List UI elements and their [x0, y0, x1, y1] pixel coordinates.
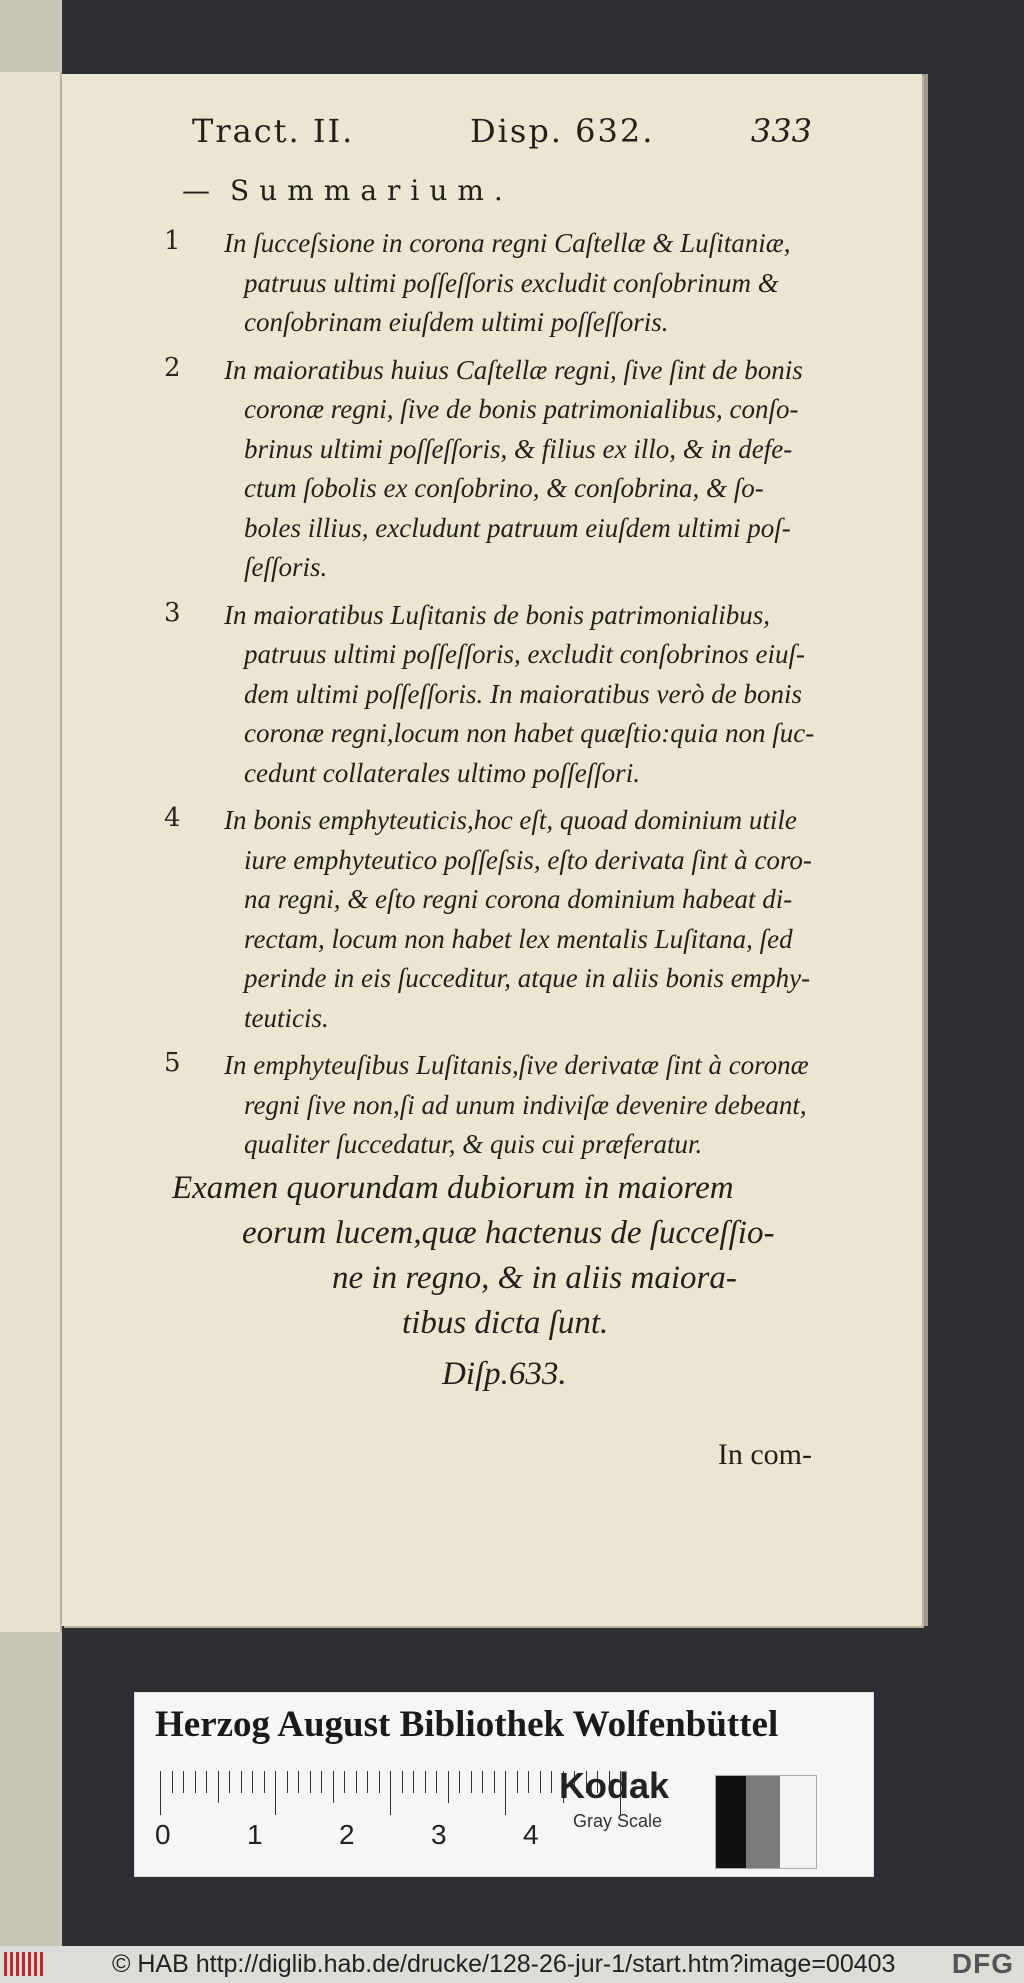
ruler-tick: [333, 1771, 334, 1803]
entry-line: perinde in eis ſucceditur, atque in aliis bonis emphy-: [244, 963, 811, 993]
ruler-tick: [482, 1771, 483, 1793]
ruler-tick: [471, 1771, 472, 1793]
entry-line: In ſucceſsione in corona regni Caſtellæ & Luſitaniæ,: [224, 228, 791, 258]
previous-page-edge: [0, 0, 62, 1983]
entry-line: In maioratibus huius Caſtellæ regni, ſive ſint de bonis: [224, 354, 803, 385]
ruler-tick: [195, 1771, 196, 1793]
ruler-tick: [264, 1771, 265, 1793]
summary-entry: [120, 224, 842, 343]
ruler-tick: [275, 1771, 276, 1815]
summary-entries: [120, 224, 842, 1173]
header-disputatio: Disp. 632.: [470, 112, 655, 150]
entry-line: coronæ regni,locum non habet quæſtio:quia non ſuc-: [244, 718, 815, 748]
entry-line: rectam, locum non habet lex mentalis Luſitana, ſed: [244, 923, 793, 954]
source-url-link[interactable]: © HAB http://diglib.hab.de/drucke/128-26-jur-1/start.htm?image=00403: [112, 1950, 896, 1978]
book-page: [62, 74, 922, 1626]
entry-line: regni ſive non,ſi ad unum indiviſæ devenire debeant,: [244, 1089, 807, 1120]
hab-logo-icon: [4, 1952, 48, 1976]
summary-entry: [120, 351, 842, 588]
ruler-label: 1: [247, 1819, 263, 1850]
summary-entry: [120, 1046, 842, 1165]
kodak-logo: Kodak: [559, 1765, 670, 1806]
color-calibration-card: [134, 1692, 874, 1877]
heading-line-3: ne in regno, & in aliis maiora-: [332, 1260, 737, 1296]
footer-bar: [0, 1946, 1024, 1983]
entry-line: In maioratibus Luſitanis de bonis patrimonialibus,: [224, 599, 771, 630]
ruler-label: 4: [523, 1819, 539, 1850]
gray-scale-label: Gray Scale: [573, 1811, 663, 1831]
patch-black: [716, 1776, 746, 1868]
ruler-tick: [390, 1771, 391, 1815]
ruler-tick: [551, 1771, 552, 1793]
running-header: [192, 112, 812, 162]
entry-line: qualiter ſuccedatur, & quis cui præferatur.: [244, 1129, 703, 1159]
ruler-tick: [459, 1771, 460, 1793]
entry-line: conſobrinam eiuſdem ultimi poſſeſſoris.: [244, 307, 669, 337]
entry-line: boles illius, excludunt patruum eiuſdem ultimi poſ-: [244, 512, 791, 543]
ruler-tick: [241, 1771, 242, 1793]
entry-line: teuticis.: [244, 1002, 329, 1033]
ruler-tick: [448, 1771, 449, 1803]
ruler-label: 0: [155, 1819, 171, 1850]
ruler-tick: [218, 1771, 219, 1803]
entry-line: patruus ultimi poſſeſſoris excludit conſobrinum &: [244, 267, 779, 298]
entry-line: iure emphyteutico poſſeſsis, eſto derivata ſint à coro-: [244, 844, 812, 875]
ruler-tick: [517, 1771, 518, 1793]
summary-entry: [120, 801, 842, 1038]
entry-line: coronæ regni, ſive de bonis patrimonialibus, conſo-: [244, 394, 799, 424]
ruler-tick: [206, 1771, 207, 1793]
entry-line: In emphyteuſibus Luſitanis,ſive derivatæ ſint à coronæ: [224, 1050, 809, 1080]
library-name: Herzog August Bibliothek Wolfenbüttel: [155, 1704, 779, 1745]
summary-title: [182, 174, 822, 207]
ruler-tick: [310, 1771, 311, 1793]
ruler-tick: [287, 1771, 288, 1793]
patch-gray: [746, 1776, 780, 1868]
entry-line: In bonis emphyteuticis,hoc eſt, quoad dominium utile: [224, 805, 797, 835]
heading-line-2: eorum lucem,quæ hactenus de ſucceſſio-: [242, 1215, 775, 1251]
ruler-label: 2: [339, 1819, 355, 1850]
ruler-tick: [436, 1771, 437, 1793]
ruler-tick: [494, 1771, 495, 1793]
entry-line: na regni, & eſto regni corona dominium habeat di-: [244, 884, 793, 914]
ruler-tick: [413, 1771, 414, 1793]
ruler-tick: [252, 1771, 253, 1793]
entry-line: ctum ſobolis ex conſobrino, & conſobrina, & ſo-: [244, 473, 764, 503]
ruler-tick: [298, 1771, 299, 1793]
entry-line: dem ultimi poſſeſſoris. In maioratibus verò de bonis: [244, 678, 802, 709]
entry-number: 1: [164, 226, 181, 256]
previous-page: [0, 72, 62, 1632]
ruler-tick: [367, 1771, 368, 1793]
entry-line: cedunt collaterales ultimo poſſeſſori.: [244, 757, 640, 788]
ruler-tick: [229, 1771, 230, 1793]
header-tractatus: Tract. II.: [192, 112, 355, 150]
ruler-tick: [183, 1771, 184, 1793]
ruler-tick: [402, 1771, 403, 1793]
heading-disp-number: Diſp.633.: [442, 1356, 567, 1392]
entry-line: ſeſſoris.: [244, 552, 328, 582]
entry-number: 2: [164, 352, 181, 383]
ruler-tick: [505, 1771, 506, 1815]
ruler-tick: [321, 1771, 322, 1793]
ruler-tick: [172, 1771, 173, 1793]
heading-line-4: tibus dicta ſunt.: [402, 1305, 609, 1341]
page-number: 333: [750, 112, 812, 150]
ruler-tick: [379, 1771, 380, 1793]
entry-number: 4: [164, 803, 181, 833]
summary-dash: —: [182, 174, 210, 207]
ruler-tick: [540, 1771, 541, 1793]
entry-number: 3: [164, 597, 181, 628]
ruler-tick: [344, 1771, 345, 1793]
ruler-tick: [528, 1771, 529, 1793]
summary-title-text: Summarium.: [230, 174, 513, 207]
ruler-tick: [425, 1771, 426, 1793]
catchword: In com-: [717, 1438, 812, 1471]
ruler-label: 3: [431, 1819, 447, 1850]
entry-number: 5: [164, 1048, 181, 1078]
disputation-heading: [132, 1166, 822, 1397]
patch-white: [780, 1776, 816, 1868]
entry-line: patruus ultimi poſſeſſoris, excludit conſobrinos eiuſ-: [244, 639, 805, 669]
entry-line: brinus ultimi poſſeſſoris, & filius ex illo, & in defe-: [244, 433, 793, 464]
dfg-logo: DFG: [951, 1948, 1014, 1979]
heading-line-1: Examen quorundam dubiorum in maiorem: [172, 1170, 734, 1206]
ruler-tick: [160, 1771, 161, 1815]
gray-scale-patches: [715, 1775, 817, 1869]
summary-entry: [120, 596, 842, 794]
ruler-tick: [356, 1771, 357, 1793]
